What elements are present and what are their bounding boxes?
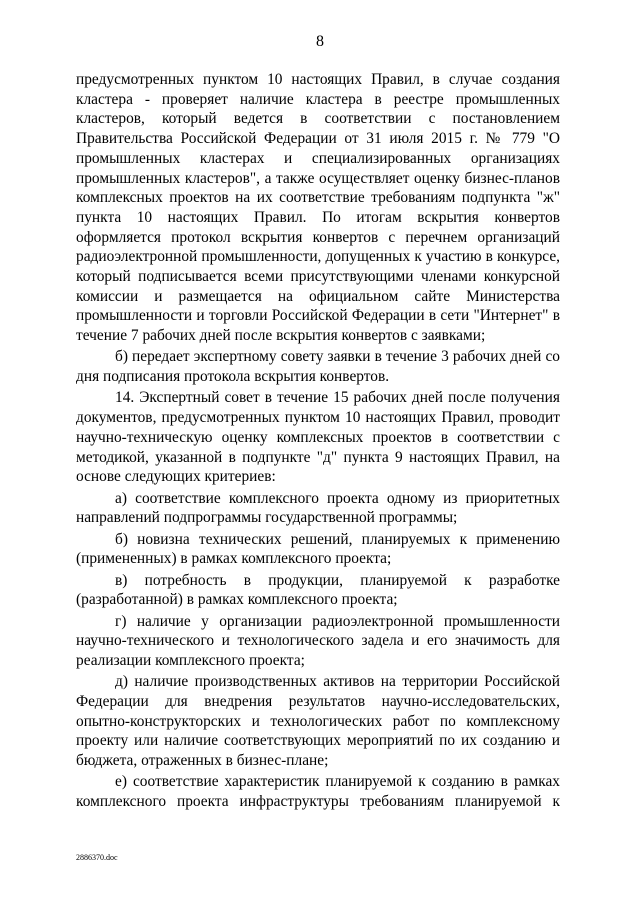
- criterion-v: в) потребность в продукции, планируемой к разработке (разработанной) в рамках комплексного проекта;: [76, 571, 560, 609]
- paragraph-13a-continuation: предусмотренных пунктом 10 настоящих Правил, в случае создания кластера - проверяет наличие кластера в реестре промышленных кластеров, который ведется в соответствии с постановлением Правительства Российской Федерации от 31 июля 2015 г. № 779 "О промышленных кластерах и специализированных организациях промышленных кластеров", а также осуществляет оценку бизнес-планов комплексных проектов на их соответствие требованиям подпункта "ж" пункта 10 настоящих Правил. По итогам вскрытия конвертов оформляется протокол вскрытия конвертов с перечнем организаций радиоэлектронной промышленности, допущенных к участию в конкурсе, который подписывается всеми присутствующими членами конкурсной комиссии и размещается на официальном сайте Министерства промышленности и торговли Российской Федерации в сети "Интернет" в течение 7 рабочих дней после вскрытия конвертов с заявками;: [76, 71, 560, 345]
- criterion-e: е) соответствие характеристик планируемой к созданию в рамках комплексного проекта инфраструктуры требованиям планируемой к: [76, 773, 560, 811]
- page-number: 8: [316, 33, 324, 50]
- paragraph-13b: б) передает экспертному совету заявки в течение 3 рабочих дней со дня подписания протокола вскрытия конвертов.: [76, 348, 560, 386]
- criterion-d: д) наличие производственных активов на территории Российской Федерации для внедрения результатов научно-исследовательских, опытно-конструкторских и технологических работ по комплексному проекту или наличие соответствующих мероприятий по их созданию и бюджета, отраженных в бизнес-плане;: [76, 673, 560, 770]
- footer-filename: 2886370.doc: [76, 853, 118, 862]
- criterion-b: б) новизна технических решений, планируемых к применению (примененных) в рамках комплексного проекта;: [76, 530, 560, 568]
- paragraph-14: 14. Экспертный совет в течение 15 рабочих дней после получения документов, предусмотренных пунктом 10 настоящих Правил, проводит научно-техническую оценку комплексных проектов в соответствии с методикой, указанной в подпункте "д" пункта 9 настоящих Правил, на основе следующих критериев:: [76, 389, 560, 486]
- criterion-a: а) соответствие комплексного проекта одному из приоритетных направлений подпрограммы государственной программы;: [76, 489, 560, 527]
- document-body: [76, 70, 560, 813]
- criterion-g: г) наличие у организации радиоэлектронной промышленности научно-технического и технологического задела и его значимость для реализации комплексного проекта;: [76, 612, 560, 669]
